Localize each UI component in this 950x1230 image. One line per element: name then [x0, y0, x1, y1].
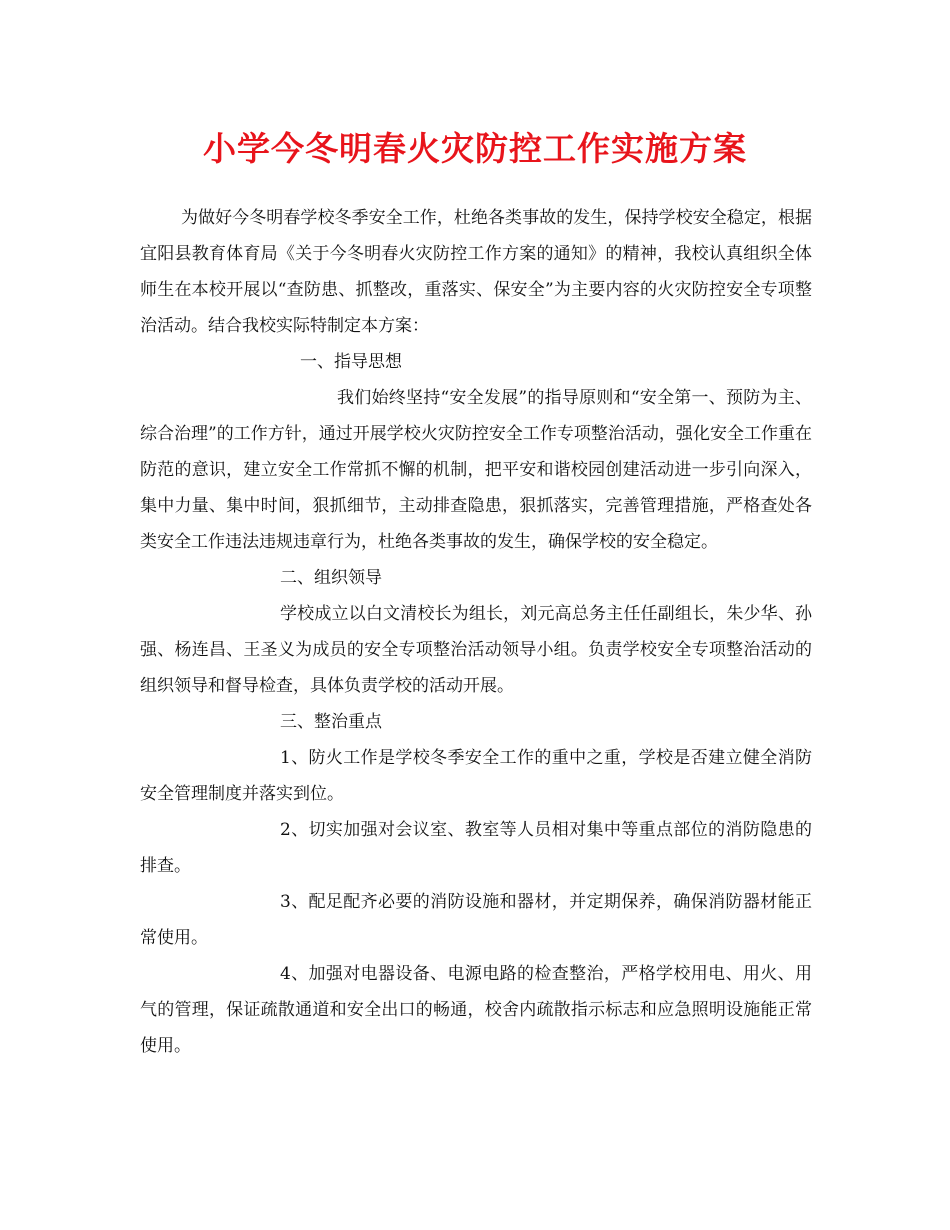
section-heading-key-points: 三、整治重点	[280, 712, 382, 732]
organization-paragraph: 学校成立以白文清校长为组长，刘元高总务主任任副组长，朱少华、孙强、杨连昌、王圣义为成员的安全专项整治活动领导小组。负责学校安全专项整治活动的组织领导和督导检查，具体负责学校的活动开展。	[140, 604, 812, 696]
key-point-item: 2、切实加强对会议室、教室等人员相对集中等重点部位的消防隐患的排查。	[140, 820, 812, 876]
intro-paragraph: 为做好今冬明春学校冬季安全工作，杜绝各类事故的发生，保持学校安全稳定，根据宜阳县教育体育局《关于今冬明春火灾防控工作方案的通知》的精神，我校认真组织全体师生在本校开展以“查防患、抓整改，重落实、保安全”为主要内容的火灾防控安全专项整治活动。结合我校实际特制定本方案：	[140, 208, 812, 336]
key-point-item: 3、配足配齐必要的消防设施和器材，并定期保养，确保消防器材能正常使用。	[140, 892, 812, 948]
document-title: 小学今冬明春火灾防控工作实施方案	[203, 129, 747, 168]
document-body	[140, 200, 812, 1064]
section-heading-guiding-ideology: 一、指导思想	[300, 352, 402, 372]
key-point-item: 1、防火工作是学校冬季安全工作的重中之重，学校是否建立健全消防安全管理制度并落实到位。	[140, 748, 812, 804]
guiding-ideology-paragraph: 我们始终坚持“安全发展”的指导原则和“安全第一、预防为主、综合治理”的工作方针，通过开展学校火灾防控安全工作专项整治活动，强化安全工作重在防范的意识，建立安全工作常抓不懈的机制，把平安和谐校园创建活动进一步引向深入，集中力量、集中时间，狠抓细节，主动排查隐患，狠抓落实，完善管理措施，严格查处各类安全工作违法违规违章行为，杜绝各类事故的发生，确保学校的安全稳定。	[140, 388, 812, 552]
section-heading-organization: 二、组织领导	[280, 568, 382, 588]
key-point-item: 4、加强对电器设备、电源电路的检查整治，严格学校用电、用火、用气的管理，保证疏散通道和安全出口的畅通，校舍内疏散指示标志和应急照明设施能正常使用。	[140, 964, 812, 1056]
